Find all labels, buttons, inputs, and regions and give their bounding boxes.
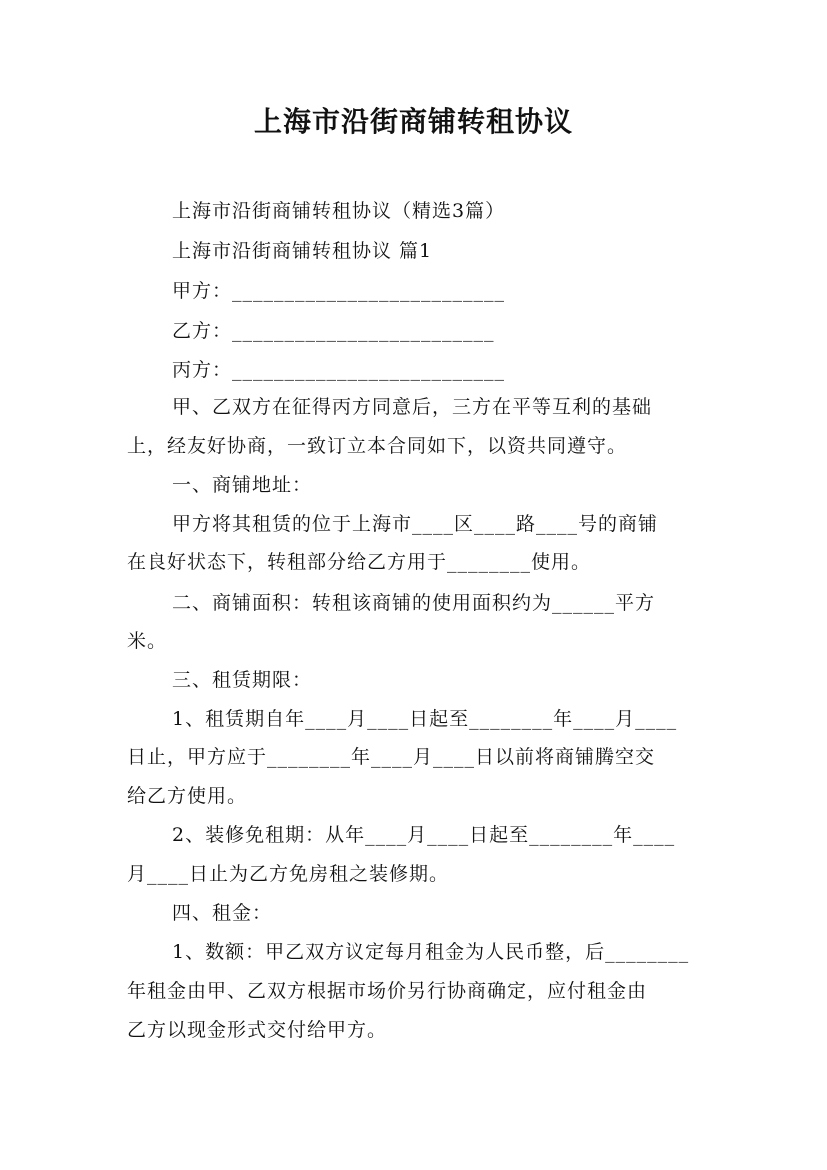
body-line: 2、装修免租期：从年____月____日起至________年____	[172, 824, 676, 846]
body-line: 上，经友好协商，一致订立本合同如下，以资共同遵守。	[127, 435, 628, 457]
body-line: 甲方将其租赁的位于上海市____区____路____号的商铺	[172, 513, 659, 535]
party-b-line: 乙方：_________________________	[172, 320, 495, 342]
body-line: 月____日止为乙方免房租之装修期。	[127, 863, 450, 885]
subtitle-line: 上海市沿街商铺转租协议（精选3篇）	[172, 200, 506, 222]
body-line: 1、租赁期自年____月____日起至________年____月____	[172, 708, 678, 730]
body-line: 二、商铺面积：转租该商铺的使用面积约为______平方	[172, 592, 656, 614]
body-line: 在良好状态下，转租部分给乙方用于________使用。	[127, 551, 592, 573]
body-line: 给乙方使用。	[127, 785, 248, 807]
article-heading: 上海市沿街商铺转租协议 篇1	[172, 240, 433, 262]
section-heading: 四、租金：	[172, 902, 273, 924]
body-line: 乙方以现金形式交付给甲方。	[127, 1019, 388, 1041]
document-title: 上海市沿街商铺转租协议	[253, 105, 573, 138]
section-heading: 三、租赁期限：	[172, 669, 313, 691]
section-heading: 一、商铺地址：	[172, 474, 313, 496]
body-line: 年租金由甲、乙双方根据市场价另行协商确定，应付租金由	[127, 980, 648, 1002]
party-c-line: 丙方：__________________________	[172, 359, 506, 381]
body-line: 日止，甲方应于________年____月____日以前将商铺腾空交	[127, 746, 656, 768]
body-line: 1、数额：甲乙双方议定每月租金为人民币整，后________	[172, 941, 690, 963]
body-line: 米。	[127, 630, 168, 652]
party-a-line: 甲方：__________________________	[172, 280, 506, 302]
body-line: 甲、乙双方在征得丙方同意后，三方在平等互利的基础	[172, 396, 653, 418]
